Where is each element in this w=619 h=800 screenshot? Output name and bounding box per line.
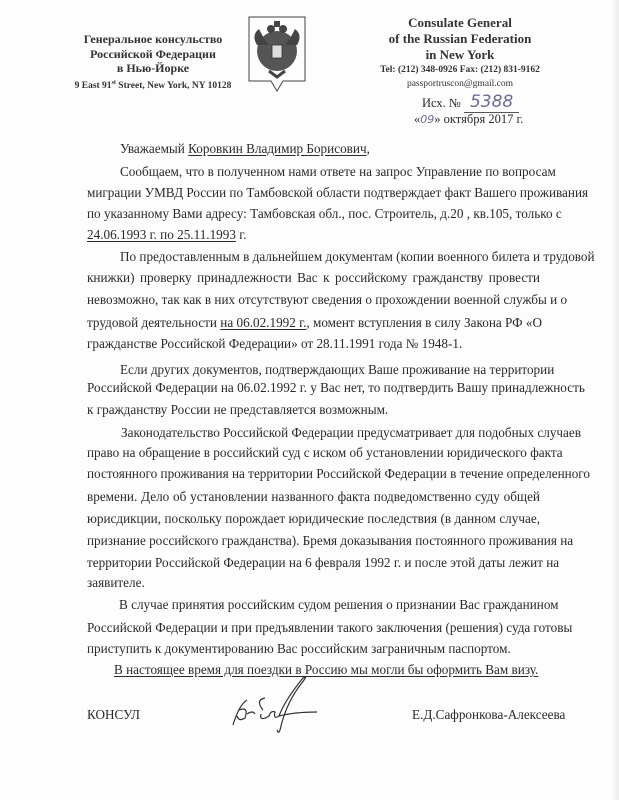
p2-line: невозможно, так как в них отсутствуют сведения о прохождении военной службы и о	[87, 292, 568, 307]
p4-line: право на обращение в российский суд с иском об установлении юридического факта	[87, 445, 563, 460]
visa-note-text: В настоящее время для поездки в Россию мы могли бы оформить Вам визу.	[114, 662, 539, 677]
p2-line	[87, 315, 540, 331]
address-sup: st	[111, 79, 116, 86]
header-right-phones: Tel: (212) 348-0926 Fax: (212) 831-9162	[380, 65, 540, 75]
p5-line: В случае принятия российским судом решения о признании Вас гражданином	[119, 597, 559, 612]
visa-note	[114, 662, 538, 678]
p3-line: Если других документов, подтверждающих Ваше проживание на территории	[120, 362, 555, 377]
address-part: 9 East 91	[74, 80, 112, 91]
p4-line: заявителе.	[87, 575, 145, 590]
p5-line: приступить к документированию Вас российским заграничным паспортом.	[87, 641, 511, 656]
text: трудовой деятельности	[87, 315, 221, 330]
p2-line: книжки) проверку принадлежности Вас к российскому гражданству провести	[87, 270, 540, 285]
header-left	[62, 32, 244, 93]
p1-line: по указанному Вами адресу: Тамбовская обл., пос. Строитель, д.20 , кв.105, только с	[87, 206, 562, 221]
quote: «	[414, 112, 421, 126]
scan-edge	[611, 0, 619, 800]
signatory-title: КОНСУЛ	[87, 707, 140, 722]
residence-period: 24.06.1993 г. по 25.11.1993	[87, 227, 236, 242]
outgoing-number	[422, 92, 519, 112]
outgoing-number-value: 5388	[464, 92, 519, 113]
handwritten-signature-icon	[225, 670, 320, 740]
signatory-name: Е.Д.Сафронкова-Алексеева	[412, 707, 566, 722]
greeting	[120, 141, 573, 157]
header-left-line1: Генеральное консульство	[83, 32, 223, 46]
p3-line: к гражданству России не представляется возможным.	[87, 402, 389, 417]
p1-line: миграции УМВД России по Тамбовской области подтверждает факт Вашего проживания	[87, 185, 589, 200]
p4-line: Законодательство Российской Федерации предусматривает для подобных случаев	[121, 425, 581, 440]
header-right-line1: Consulate General	[408, 15, 512, 30]
coat-of-arms-emblem-icon	[247, 15, 307, 93]
letter-date	[414, 112, 523, 127]
p4-line: юрисдикции, поскольку порождает юридические последствия (в данном случае,	[87, 511, 540, 526]
header-right	[375, 15, 545, 91]
header-right-email: passportruscon@gmail.com	[406, 79, 514, 89]
p1-line	[87, 227, 540, 243]
text: , момент вступления в силу Закона РФ «О	[306, 315, 542, 330]
header-right-line3: in New York	[425, 47, 495, 62]
p2-line: гражданстве Российской Федерации» от 28.11.1991 года № 1948-1.	[87, 336, 463, 351]
date-day: 09	[420, 113, 435, 126]
header-left-address	[62, 76, 244, 93]
text: г.	[235, 227, 247, 242]
greeting-prefix: Уважаемый	[120, 141, 189, 156]
p4-line: постоянного проживания на территории Российской Федерации в течение определенного	[87, 466, 590, 481]
key-date: на 06.02.1992 г.	[220, 315, 307, 330]
p4-line: признание российского гражданства). Бремя доказывания постоянного проживания на	[87, 533, 574, 548]
recipient-name: Коровкин Владимир Борисович	[188, 141, 367, 156]
p5-line: Российской Федерации и при предъявлении такого заключения (решения) суда готовы	[87, 620, 573, 635]
header-right-line2: of the Russian Federation	[388, 31, 532, 46]
outgoing-number-label: Исх. №	[422, 96, 461, 110]
header-left-line3: в Нью-Йорке	[116, 61, 190, 75]
header-left-line2: Российской Федерации	[90, 46, 216, 61]
greeting-suffix: ,	[366, 141, 370, 156]
p4-line: времени. Дело об установлении названного факта подведомственно суду общей	[87, 489, 540, 504]
p2-line: По предоставленным в дальнейшем документам (копии военного билета и трудовой	[120, 249, 595, 264]
date-rest: » октября 2017 г.	[434, 112, 524, 126]
address-part: Street, New York, NY 10128	[115, 80, 232, 91]
p4-line: территории Российской Федерации на 6 февраля 1992 г. и после этой даты лежит на	[87, 555, 560, 570]
p3-line: Российской Федерации на 06.02.1992 г. у Вас нет, то подтвердить Вашу принадлежность	[87, 380, 585, 395]
p1-line: Сообщаем, что в полученном нами ответе на запрос Управление по вопросам	[120, 164, 556, 179]
